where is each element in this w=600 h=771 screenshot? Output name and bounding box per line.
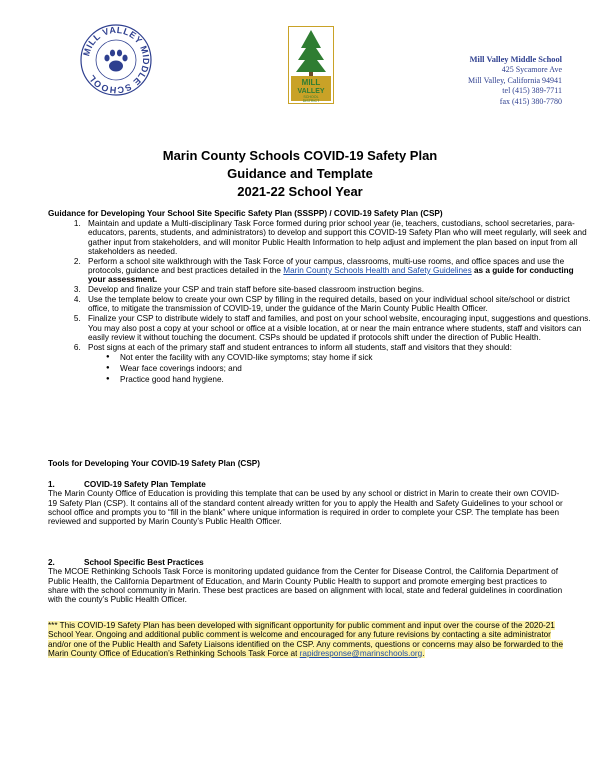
guidance-item: 5. Finalize your CSP to distribute widely to staff and families, and post on your school website, encouraging input, suggestions and questions. You may also post a copy at your school or office at a visible location, at or near the main entrance where students, staff and visitors can easily review it without touching the document. CSPs should be updated if protocols shift under the direction of Public Health. bbox=[83, 314, 593, 342]
title-line-2: Guidance and Template bbox=[227, 166, 373, 181]
contact-block bbox=[382, 55, 562, 107]
guidance-item: 3. Develop and finalize your CSP and train staff before site-based classroom instruction begins. bbox=[83, 285, 593, 294]
rapid-response-email-link[interactable]: rapidresponse@marinschools.org bbox=[299, 648, 423, 658]
svg-text:VALLEY: VALLEY bbox=[297, 88, 325, 95]
school-logo bbox=[78, 22, 154, 98]
school-logo-ring-text: MILL VALLEY MIDDLE SCHOOL bbox=[81, 24, 152, 96]
bullet-item: ● Wear face coverings indoors; and bbox=[106, 364, 593, 373]
contact-city: Mill Valley, California 94941 bbox=[468, 75, 562, 85]
section-heading bbox=[48, 480, 564, 489]
guidance-item bbox=[83, 343, 593, 384]
guidance-item-2-after: as a guide for conducting your assessment. bbox=[88, 266, 574, 285]
title-line-3: 2021-22 School Year bbox=[237, 184, 363, 199]
guidance-item: 1. Maintain and update a Multi-disciplinary Task Force formed during prior school year (ie, teachers, custodians, school secretaries, para-educators, parents, students, and administrators) to develop and support this COVID-19 Safety Plan who will meet regularly, will seek and gather input from stakeholders, and will monitor Public Health Information to help adjust and implement the plan based on input from all stakeholders as needed. bbox=[83, 219, 593, 256]
signage-bullets bbox=[88, 353, 593, 384]
document-title bbox=[0, 147, 600, 201]
public-comment-notice bbox=[48, 621, 564, 658]
section-title: COVID-19 Safety Plan Template bbox=[84, 480, 206, 489]
guidance-item bbox=[83, 257, 593, 285]
section-number: 1. bbox=[48, 480, 55, 489]
tools-heading: Tools for Developing Your COVID-19 Safety Plan (CSP) bbox=[48, 459, 260, 468]
section-title: School Specific Best Practices bbox=[84, 558, 204, 567]
svg-text:SCHOOL: SCHOOL bbox=[303, 95, 319, 99]
contact-school-name: Mill Valley Middle School bbox=[469, 55, 562, 64]
contact-fax: fax (415) 380-7780 bbox=[499, 96, 562, 106]
svg-text:DISTRICT: DISTRICT bbox=[302, 99, 320, 103]
svg-text:MILL: MILL bbox=[301, 78, 321, 87]
title-line-1: Marin County Schools COVID-19 Safety Plan bbox=[162, 148, 438, 163]
bullet-item: ● Practice good hand hygiene. bbox=[106, 375, 593, 384]
guidance-list bbox=[48, 219, 593, 386]
tools-section-1 bbox=[48, 480, 564, 526]
tools-section-2 bbox=[48, 558, 564, 604]
notice-end: . bbox=[422, 648, 425, 658]
guidance-heading: Guidance for Developing Your School Site Specific Safety Plan (SSSPP) / COVID-19 Safety Plan (CSP) bbox=[48, 209, 443, 218]
section-heading bbox=[48, 558, 564, 567]
guidance-item-2-text: Perform a school site walkthrough with the Task Force of your campus, classrooms, multi-use rooms, and office spaces and use the protocols, guidance and best practices detailed in the bbox=[88, 256, 565, 276]
health-safety-guidelines-link[interactable]: Marin County Schools Health and Safety Guidelines bbox=[283, 266, 472, 276]
contact-tel: tel (415) 389-7711 bbox=[502, 86, 562, 96]
bullet-item: ● Not enter the facility with any COVID-like symptoms; stay home if sick bbox=[106, 353, 593, 362]
guidance-item-6-text: Post signs at each of the primary staff and student entrances to inform all students, staff and visitors that they should: bbox=[88, 342, 512, 352]
guidance-item: 4. Use the template below to create your own CSP by filling in the required details, based on your individual school site/school or district office, to mitigate the transmission of COVID-19, under the guidance of the Marin County Public Health Officer. bbox=[83, 295, 593, 314]
section-body: The Marin County Office of Education is providing this template that can be used by any school or district in Marin to create their own COVID-19 Safety Plan (CSP). It contains all of the standard content already written for you to apply the Health and Safety Guidelines to your school or school office and prompts you to “fill in the blank” where unique information is required in order to complete your CSP. The template has been reviewed and supported by Marin County’s Public Health Officer. bbox=[48, 489, 563, 527]
contact-street: 425 Sycamore Ave bbox=[501, 65, 562, 75]
section-number: 2. bbox=[48, 558, 55, 567]
district-logo bbox=[288, 26, 334, 104]
paw-print-icon bbox=[104, 50, 127, 72]
notice-text: *** This COVID-19 Safety Plan has been developed with significant opportunity for public comment and input over the course of the 2020-21 School Year. Ongoing and additional public comment is welcome and encouraged for any future revisions by contacting a site administrator and/or one of the Public Health and Safety Liaisons identified on the CSP. Any comments, questions or concerns may also be forwarded to the Marin County Office of Education’s Rethinking Schools Task Force at bbox=[48, 621, 564, 658]
section-body: The MCOE Rethinking Schools Task Force is monitoring updated guidance from the Center for Disease Control, the California Department of Public Health, the California Department of Education, and Marin County Public Health to support and promote emerging best practices to share with the school community in Marin. These best practices are based on alignment with local, state and federal guidelines in coordination with the county’s Public Health Officer. bbox=[48, 567, 563, 605]
